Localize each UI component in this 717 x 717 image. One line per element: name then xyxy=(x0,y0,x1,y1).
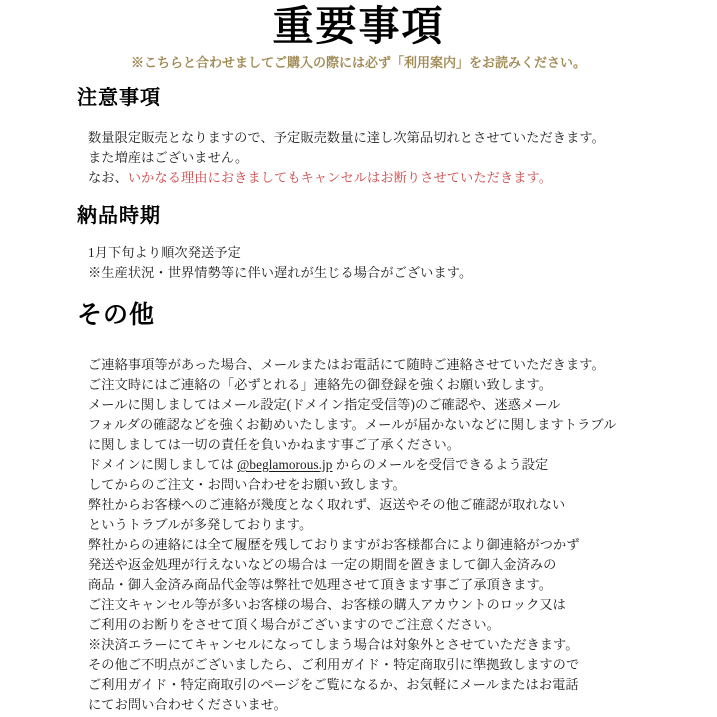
text-line xyxy=(88,415,697,435)
text-run: 弊社からの連絡には全て履歴を残しておりますがお客様都合により御連絡がつかず xyxy=(88,536,580,552)
text-run: からのメールを受信できるよう設定 xyxy=(332,456,549,472)
paragraph xyxy=(88,595,697,655)
text-line xyxy=(88,635,697,655)
page-title: 重要事項 xyxy=(272,3,445,49)
section-heading-other: その他 xyxy=(77,301,156,329)
text-line xyxy=(88,555,697,575)
text-line xyxy=(88,355,697,375)
text-line xyxy=(88,148,697,168)
text-run: 数量限定販売となりますので、予定販売数量に達し次第品切れとさせていただきます。 xyxy=(88,129,605,145)
text-line xyxy=(88,515,697,535)
emphasis-text-red: いかなる理由におきましてもキャンセルはお断りさせていただきます。 xyxy=(127,169,553,185)
text-run: ご注文時にはご連絡の「必ずとれる」連絡先の御登録を強くお願い致します。 xyxy=(88,376,553,392)
paragraph xyxy=(88,243,697,283)
text-run: ドメインに関しましては xyxy=(88,456,238,472)
text-run: 弊社からお客様へのご連絡が幾度となく取れず、返送やその他ご確認が取れない xyxy=(88,496,566,512)
text-run: 商品・御入金済み商品代金等は弊社で処理させて頂きます事ご了承頂きます。 xyxy=(88,576,553,592)
text-run: というトラブルが多発しております。 xyxy=(88,516,313,532)
email-domain-link[interactable]: @beglamorous.jp xyxy=(237,456,333,472)
text-run: に関しましては一切の責任を負いかねます事ご了承ください。 xyxy=(88,436,461,452)
document-subtitle-notice: ※こちらと合わせましてご購入の際には必ず「利用案内」をお読みください。 xyxy=(130,55,586,71)
section-precautions xyxy=(0,86,717,188)
text-line xyxy=(88,655,697,675)
text-run: また増産はございません。 xyxy=(88,149,249,165)
section-body-delivery-schedule xyxy=(77,243,697,283)
text-line xyxy=(88,695,697,715)
text-run: 発送や返金処理が行えないなどの場合は 一定の期間を置きまして御入金済みの xyxy=(88,556,557,572)
text-run: なお、 xyxy=(88,169,128,185)
text-line xyxy=(88,375,697,395)
paragraph xyxy=(88,128,697,188)
section-body-precautions xyxy=(77,128,697,188)
text-run: にてお問い合わせくださいませ。 xyxy=(88,696,287,712)
text-run: ご注文キャンセル等が多いお客様の場合、お客様の購入アカウントのロック又は xyxy=(88,596,566,612)
section-heading-delivery-schedule: 納品時期 xyxy=(77,204,161,227)
text-line xyxy=(88,495,697,515)
text-run: ※決済エラーにてキャンセルになってしまう場合は対象外とさせていただきます。 xyxy=(88,636,579,652)
section-heading-precautions: 注意事項 xyxy=(77,86,161,109)
text-line xyxy=(88,675,697,695)
text-run: ご連絡事項等があった場合、メールまたはお電話にて随時ご連絡させていただきます。 xyxy=(88,356,605,372)
text-line xyxy=(88,535,697,555)
section-delivery-schedule xyxy=(0,204,717,283)
paragraph xyxy=(88,355,697,495)
text-run: ※生産状況・世界情勢等に伴い遅れが生じる場合がございます。 xyxy=(88,264,473,280)
paragraph xyxy=(88,655,697,715)
text-run: 1月下旬より順次発送予定 xyxy=(88,244,241,260)
text-line xyxy=(88,575,697,595)
section-other xyxy=(0,301,717,715)
text-line xyxy=(88,475,697,495)
text-line xyxy=(88,435,697,455)
text-run: その他ご不明点がございましたら、ご利用ガイド・特定商取引に準拠致しますので xyxy=(88,656,580,672)
text-line xyxy=(88,243,697,263)
text-line xyxy=(88,168,697,188)
text-run: してからのご注文・お問い合わせをお願い致します。 xyxy=(88,476,406,492)
text-line xyxy=(88,263,697,283)
section-body-other xyxy=(77,355,697,715)
text-run: メールに関しましてはメール設定(ドメイン指定受信等)のご確認や、迷惑メール xyxy=(88,396,561,412)
text-run: ご利用ガイド・特定商取引のページをご覧になるか、お気軽にメールまたはお電話 xyxy=(88,676,579,692)
paragraph xyxy=(88,495,697,595)
text-line xyxy=(88,395,697,415)
text-run: ご利用のお断りをさせて頂く場合がございますのでご注意ください。 xyxy=(88,616,500,632)
text-run: フォルダの確認などを強くお勧めいたします。メールが届かないなどに関しますトラブル xyxy=(88,416,617,432)
text-line xyxy=(88,595,697,615)
text-line xyxy=(88,615,697,635)
text-line xyxy=(88,455,697,475)
text-line xyxy=(88,128,697,148)
